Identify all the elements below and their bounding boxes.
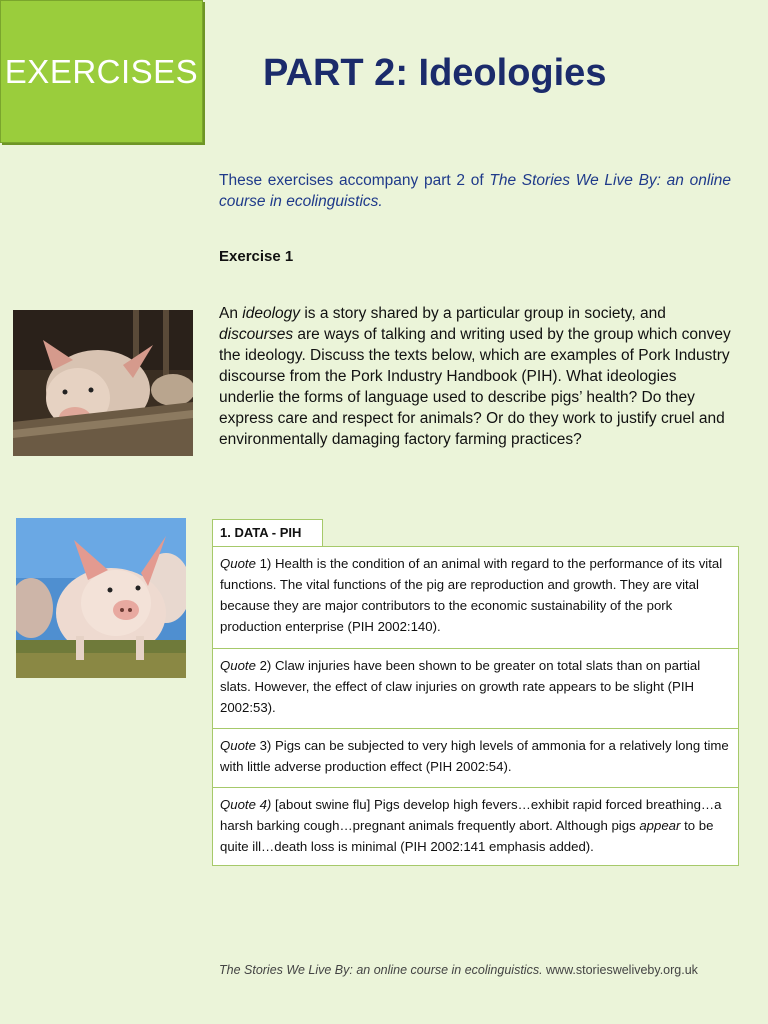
pig-in-pen-image [13,310,193,456]
desc-part-1: An [219,305,243,322]
pig-in-field-image [16,518,186,678]
pig-in-field-photo-icon [16,518,186,678]
exercises-badge-label: EXERCISES [4,52,199,90]
quote-label: Quote 4) [220,797,272,812]
quote-text-end: to be quite ill…death loss is minimal (PIH 2002:141 emphasis added). [220,818,714,854]
pig-in-pen-photo-icon [13,310,193,456]
course-title: The Stories We Live By: an online course in ecolinguistics. [219,172,732,210]
quote-number: 1) [255,556,275,571]
exercise-description [219,303,734,450]
quote-text: [about swine flu] Pigs develop high fevers…exhibit rapid forced breathing…a harsh barking cough…pregnant animals frequently abort. Although pigs [220,797,722,833]
quote-label: Quote [220,556,256,571]
intro-text: These exercises accompany part 2 of [219,172,490,189]
quote-label: Quote [220,738,256,753]
quote-row [213,547,738,649]
quote-text: Pigs can be subjected to very high levels of ammonia for a relatively long time with little adverse production effect (PIH 2002:54). [220,738,729,774]
data-table-tab [212,519,323,546]
term-discourses: discourses [219,326,294,343]
quote-text: Health is the condition of an animal with regard to the performance of its vital functions. The vital functions of the pig are reproduction and growth. They are vital because they are major contributors to the economic sustainability of the pork production enterprise (PIH 2002:140). [220,556,723,634]
desc-part-2: is a story shared by a particular group in society, and [300,305,666,322]
footer-course-title: The Stories We Live By: an online course in ecolinguistics. [219,963,543,977]
footer-url: www.storiesweliveby.org.uk [542,963,698,977]
quote-number: 3) [255,738,275,753]
quote-label: Quote [220,658,256,673]
quote-table [212,546,739,866]
intro-paragraph [219,170,731,212]
page-title: PART 2: Ideologies [263,52,607,94]
data-table-tab-label: 1. DATA - PIH [220,525,302,540]
term-ideology: ideology [242,305,301,322]
quote-emphasis: appear [639,818,681,833]
quote-text: Claw injuries have been shown to be greater on total slats than on partial slats. However, the effect of claw injuries on growth rate appears to be slight (PIH 2002:53). [220,658,701,715]
quote-row [213,649,738,729]
quote-row [213,729,738,788]
exercises-badge [0,0,203,143]
exercise-heading: Exercise 1 [219,248,294,265]
quote-number: 2) [255,658,275,673]
quote-row [213,788,738,865]
desc-part-3: are ways of talking and writing used by the group which convey the ideology. Discuss the texts below, which are examples of Pork Industry discourse from the Pork Industry Handbook (PIH). What ideologies underlie the forms of language used to describe pigs’ health? Do they express care and respect for animals? Or do they work to justify cruel and environmentally damaging factory farming practices? [219,326,731,448]
footer [219,963,698,977]
